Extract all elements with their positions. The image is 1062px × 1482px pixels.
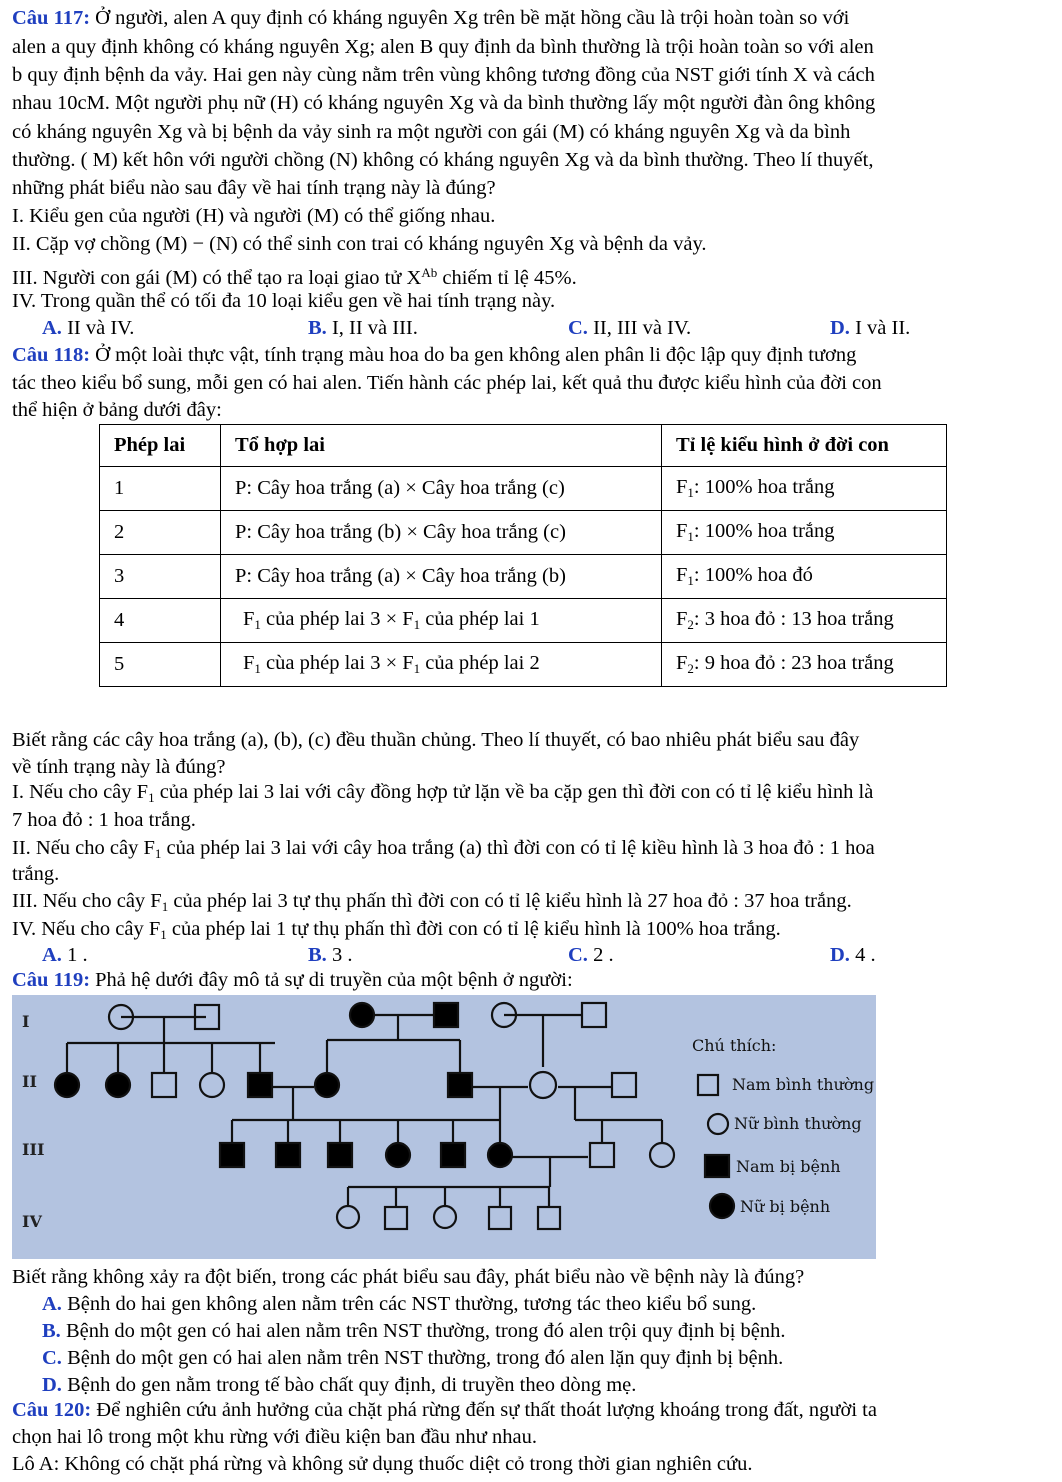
q117-line-3: b quy định bệnh da vảy. Hai gen này cùng nằm trên vùng không tương đồng của NST giới tính X và cách bbox=[12, 64, 875, 86]
normal-female bbox=[200, 1073, 224, 1097]
generation-label: II bbox=[22, 1072, 37, 1091]
affected-male bbox=[448, 1073, 472, 1097]
affected-male bbox=[328, 1143, 352, 1167]
q117-line-5: có kháng nguyên Xg và bị bệnh da vảy sinh ra một người con gái (M) có kháng nguyên Xg và da bình bbox=[12, 121, 851, 143]
affected-male bbox=[441, 1143, 465, 1167]
q117-option-c[interactable]: C. II, III và IV. bbox=[568, 317, 692, 339]
q118-statement-3: III. Nếu cho cây $F_1$ của phép lai 3 tự thụ phấn thì đời con có tỉ lệ kiểu hình là 27 hoa đỏ : 37 hoa trắng. bbox=[12, 890, 852, 914]
normal-male bbox=[385, 1207, 407, 1229]
q117-statement-2: II. Cặp vợ chồng (M) − (N) có thể sinh con trai có kháng nguyên Xg và bệnh da vảy. bbox=[12, 233, 707, 255]
cross-results-table bbox=[99, 424, 947, 687]
table-header-row bbox=[100, 425, 947, 467]
q120-line-2: chọn hai lô trong một khu rừng với điều kiện ban đầu như nhau. bbox=[12, 1426, 537, 1448]
q117-line-4: nhau 10cM. Một người phụ nữ (H) có kháng nguyên Xg và da bình thường lấy một người đàn ông không bbox=[12, 92, 876, 114]
q118-option-d[interactable]: D. 4 . bbox=[830, 944, 876, 966]
q118-statement-1-cont: 7 hoa đỏ : 1 hoa trắng. bbox=[12, 809, 196, 831]
affected-male bbox=[434, 1003, 458, 1027]
q117-line-6: thường. ( M) kết hôn với người chồng (N) không có kháng nguyên Xg và da bình thường. Theo lí thuyết, bbox=[12, 149, 874, 171]
generation-label: IV bbox=[22, 1212, 42, 1231]
normal-female bbox=[650, 1143, 674, 1167]
q119-line-1: Câu 119: Phả hệ dưới đây mô tả sự di truyền của một bệnh ở người: bbox=[12, 969, 573, 991]
pedigree-figure bbox=[12, 995, 876, 1259]
q118-option-c[interactable]: C. 2 . bbox=[568, 944, 614, 966]
q118-option-a[interactable]: A. 1 . bbox=[42, 944, 88, 966]
normal-female bbox=[434, 1206, 456, 1228]
legend-label: Nam bị bệnh bbox=[736, 1157, 841, 1176]
q120-line-1: Câu 120: Để nghiên cứu ảnh hưởng của chặt phá rừng đến sự thất thoát lượng khoáng trong đất, người ta bbox=[12, 1399, 877, 1421]
generation-label: III bbox=[22, 1140, 45, 1159]
q117-label: Câu 117: bbox=[12, 7, 91, 29]
q118-statement-2-cont: trắng. bbox=[12, 863, 60, 885]
q118-statement-2: II. Nếu cho cây $F_1$ của phép lai 3 lai với cây hoa trắng (a) thì đời con có tỉ lệ kiều hình là 3 hoa đỏ : 1 hoa bbox=[12, 837, 875, 861]
normal-male bbox=[582, 1003, 606, 1027]
q117-option-b[interactable]: B. I, II và III. bbox=[308, 317, 418, 339]
q119-label: Câu 119: bbox=[12, 969, 91, 991]
q119-option-d[interactable]: D. Bệnh do gen nằm trong tế bào chất quy định, di truyền theo dòng mẹ. bbox=[42, 1374, 637, 1396]
q117-statement-4: IV. Trong quần thể có tối đa 10 loại kiểu gen về hai tính trạng này. bbox=[12, 290, 556, 312]
q118-option-b[interactable]: B. 3 . bbox=[308, 944, 353, 966]
generation-label: I bbox=[22, 1012, 30, 1031]
affected-female bbox=[315, 1073, 339, 1097]
q117-line-2: alen a quy định không có kháng nguyên Xg; alen B quy định da bình thường là trội hoàn toàn so với alen bbox=[12, 36, 874, 58]
q117-line-7: những phát biểu nào sau đây về hai tính trạng này là đúng? bbox=[12, 177, 496, 199]
affected-female bbox=[350, 1003, 374, 1027]
normal-male bbox=[538, 1207, 560, 1229]
normal-male bbox=[152, 1073, 176, 1097]
q117-option-d[interactable]: D. I và II. bbox=[830, 317, 911, 339]
q117-statement-3: III. Người con gái (M) có thể tạo ra loại giao tử $X^{Ab}$ chiếm tỉ lệ 45%. bbox=[12, 265, 577, 289]
q117-statement-1: I. Kiểu gen của người (H) và người (M) có thể giống nhau. bbox=[12, 205, 496, 227]
q119-option-c[interactable]: C. Bệnh do một gen có hai alen nằm trên NST thường, trong đó alen lặn quy định bị bệnh. bbox=[42, 1347, 784, 1369]
table-row: 3 P: Cây hoa trắng (a) × Cây hoa trắng (b) $F_1$: 100% hoa đó bbox=[100, 555, 947, 599]
affected-male bbox=[276, 1143, 300, 1167]
q118-statement-4: IV. Nếu cho cây $F_1$ của phép lai 1 tự thụ phấn thì đời con có tỉ lệ kiểu hình là 100% hoa trắng. bbox=[12, 918, 781, 942]
table-row: 2 P: Cây hoa trắng (b) × Cây hoa trắng (c) $F_1$: 100% hoa trắng bbox=[100, 511, 947, 555]
q118-line-2: tác theo kiểu bổ sung, mỗi gen có hai alen. Tiến hành các phép lai, kết quả thu được kiểu hình của đời con bbox=[12, 372, 882, 394]
normal-male bbox=[489, 1207, 511, 1229]
normal-female bbox=[337, 1206, 359, 1228]
legend-symbol bbox=[708, 1114, 728, 1134]
affected-female bbox=[55, 1073, 79, 1097]
q119-question: Biết rằng không xảy ra đột biến, trong các phát biểu sau đây, phát biểu nào về bệnh này là đúng? bbox=[12, 1266, 805, 1288]
table-row: 1 P: Cây hoa trắng (a) × Cây hoa trắng (c) $F_1$: 100% hoa trắng bbox=[100, 467, 947, 511]
legend-symbol bbox=[710, 1194, 734, 1218]
q118-statement-1: I. Nếu cho cây $F_1$ của phép lai 3 lai với cây đồng hợp tử lặn về ba cặp gen thì đời con có tỉ lệ kiểu hình là bbox=[12, 781, 874, 805]
table-header: Tỉ lệ kiểu hình ở đời con bbox=[662, 425, 947, 467]
q118-after-2: về tính trạng này là đúng? bbox=[12, 756, 226, 778]
table-row: 5 $F_1$ cùa phép lai $3 \times F_1$ của phép lai 2 $F_2$: 9 hoa đỏ : 23 hoa trắng bbox=[100, 643, 947, 687]
legend-symbol bbox=[705, 1155, 729, 1177]
q118-line-3: thể hiện ở bảng dưới đây: bbox=[12, 399, 222, 421]
affected-male bbox=[248, 1073, 272, 1097]
q118-line-1: Câu 118: Ở một loài thực vật, tính trạng màu hoa do ba gen không alen phân li độc lập quy định tương bbox=[12, 344, 857, 366]
table-header: Tổ hợp lai bbox=[221, 425, 662, 467]
table-row: 4 $F_1$ của phép lai $3 \times F_1$ của phép lai 1 $F_2$: 3 hoa đỏ : 13 hoa trắng bbox=[100, 599, 947, 643]
table-header: Phép lai bbox=[100, 425, 221, 467]
normal-female bbox=[530, 1072, 556, 1098]
legend-label: Nam bình thường bbox=[732, 1075, 875, 1094]
q117-line-1: Câu 117: Ở người, alen A quy định có kháng nguyên Xg trên bề mặt hồng cầu là trội hoàn toàn so với bbox=[12, 7, 850, 29]
legend-symbol bbox=[698, 1075, 718, 1095]
normal-male bbox=[590, 1143, 614, 1167]
normal-male bbox=[612, 1073, 636, 1097]
affected-female bbox=[386, 1143, 410, 1167]
pedigree-chart bbox=[12, 995, 876, 1259]
q118-after-1: Biết rằng các cây hoa trắng (a), (b), (c) đều thuần chủng. Theo lí thuyết, có bao nhiêu phát biểu sau đây bbox=[12, 729, 860, 751]
affected-female bbox=[106, 1073, 130, 1097]
legend-label: Nữ bình thường bbox=[734, 1114, 862, 1133]
q119-option-b[interactable]: B. Bệnh do một gen có hai alen nằm trên NST thường, trong đó alen trội quy định bị bệnh. bbox=[42, 1320, 786, 1342]
legend-title: Chú thích: bbox=[692, 1036, 777, 1055]
q117-option-a[interactable]: A. II và IV. bbox=[42, 317, 135, 339]
q120-label: Câu 120: bbox=[12, 1399, 92, 1421]
legend-label: Nữ bị bệnh bbox=[740, 1197, 831, 1216]
affected-male bbox=[220, 1143, 244, 1167]
q120-line-3: Lô A: Không có chặt phá rừng và không sử dụng thuốc diệt cỏ trong thời gian nghiên cứu. bbox=[12, 1453, 753, 1475]
affected-female bbox=[488, 1143, 512, 1167]
q118-label: Câu 118: bbox=[12, 344, 91, 366]
q119-option-a[interactable]: A. Bệnh do hai gen không alen nằm trên các NST thường, tương tác theo kiểu bổ sung. bbox=[42, 1293, 757, 1315]
